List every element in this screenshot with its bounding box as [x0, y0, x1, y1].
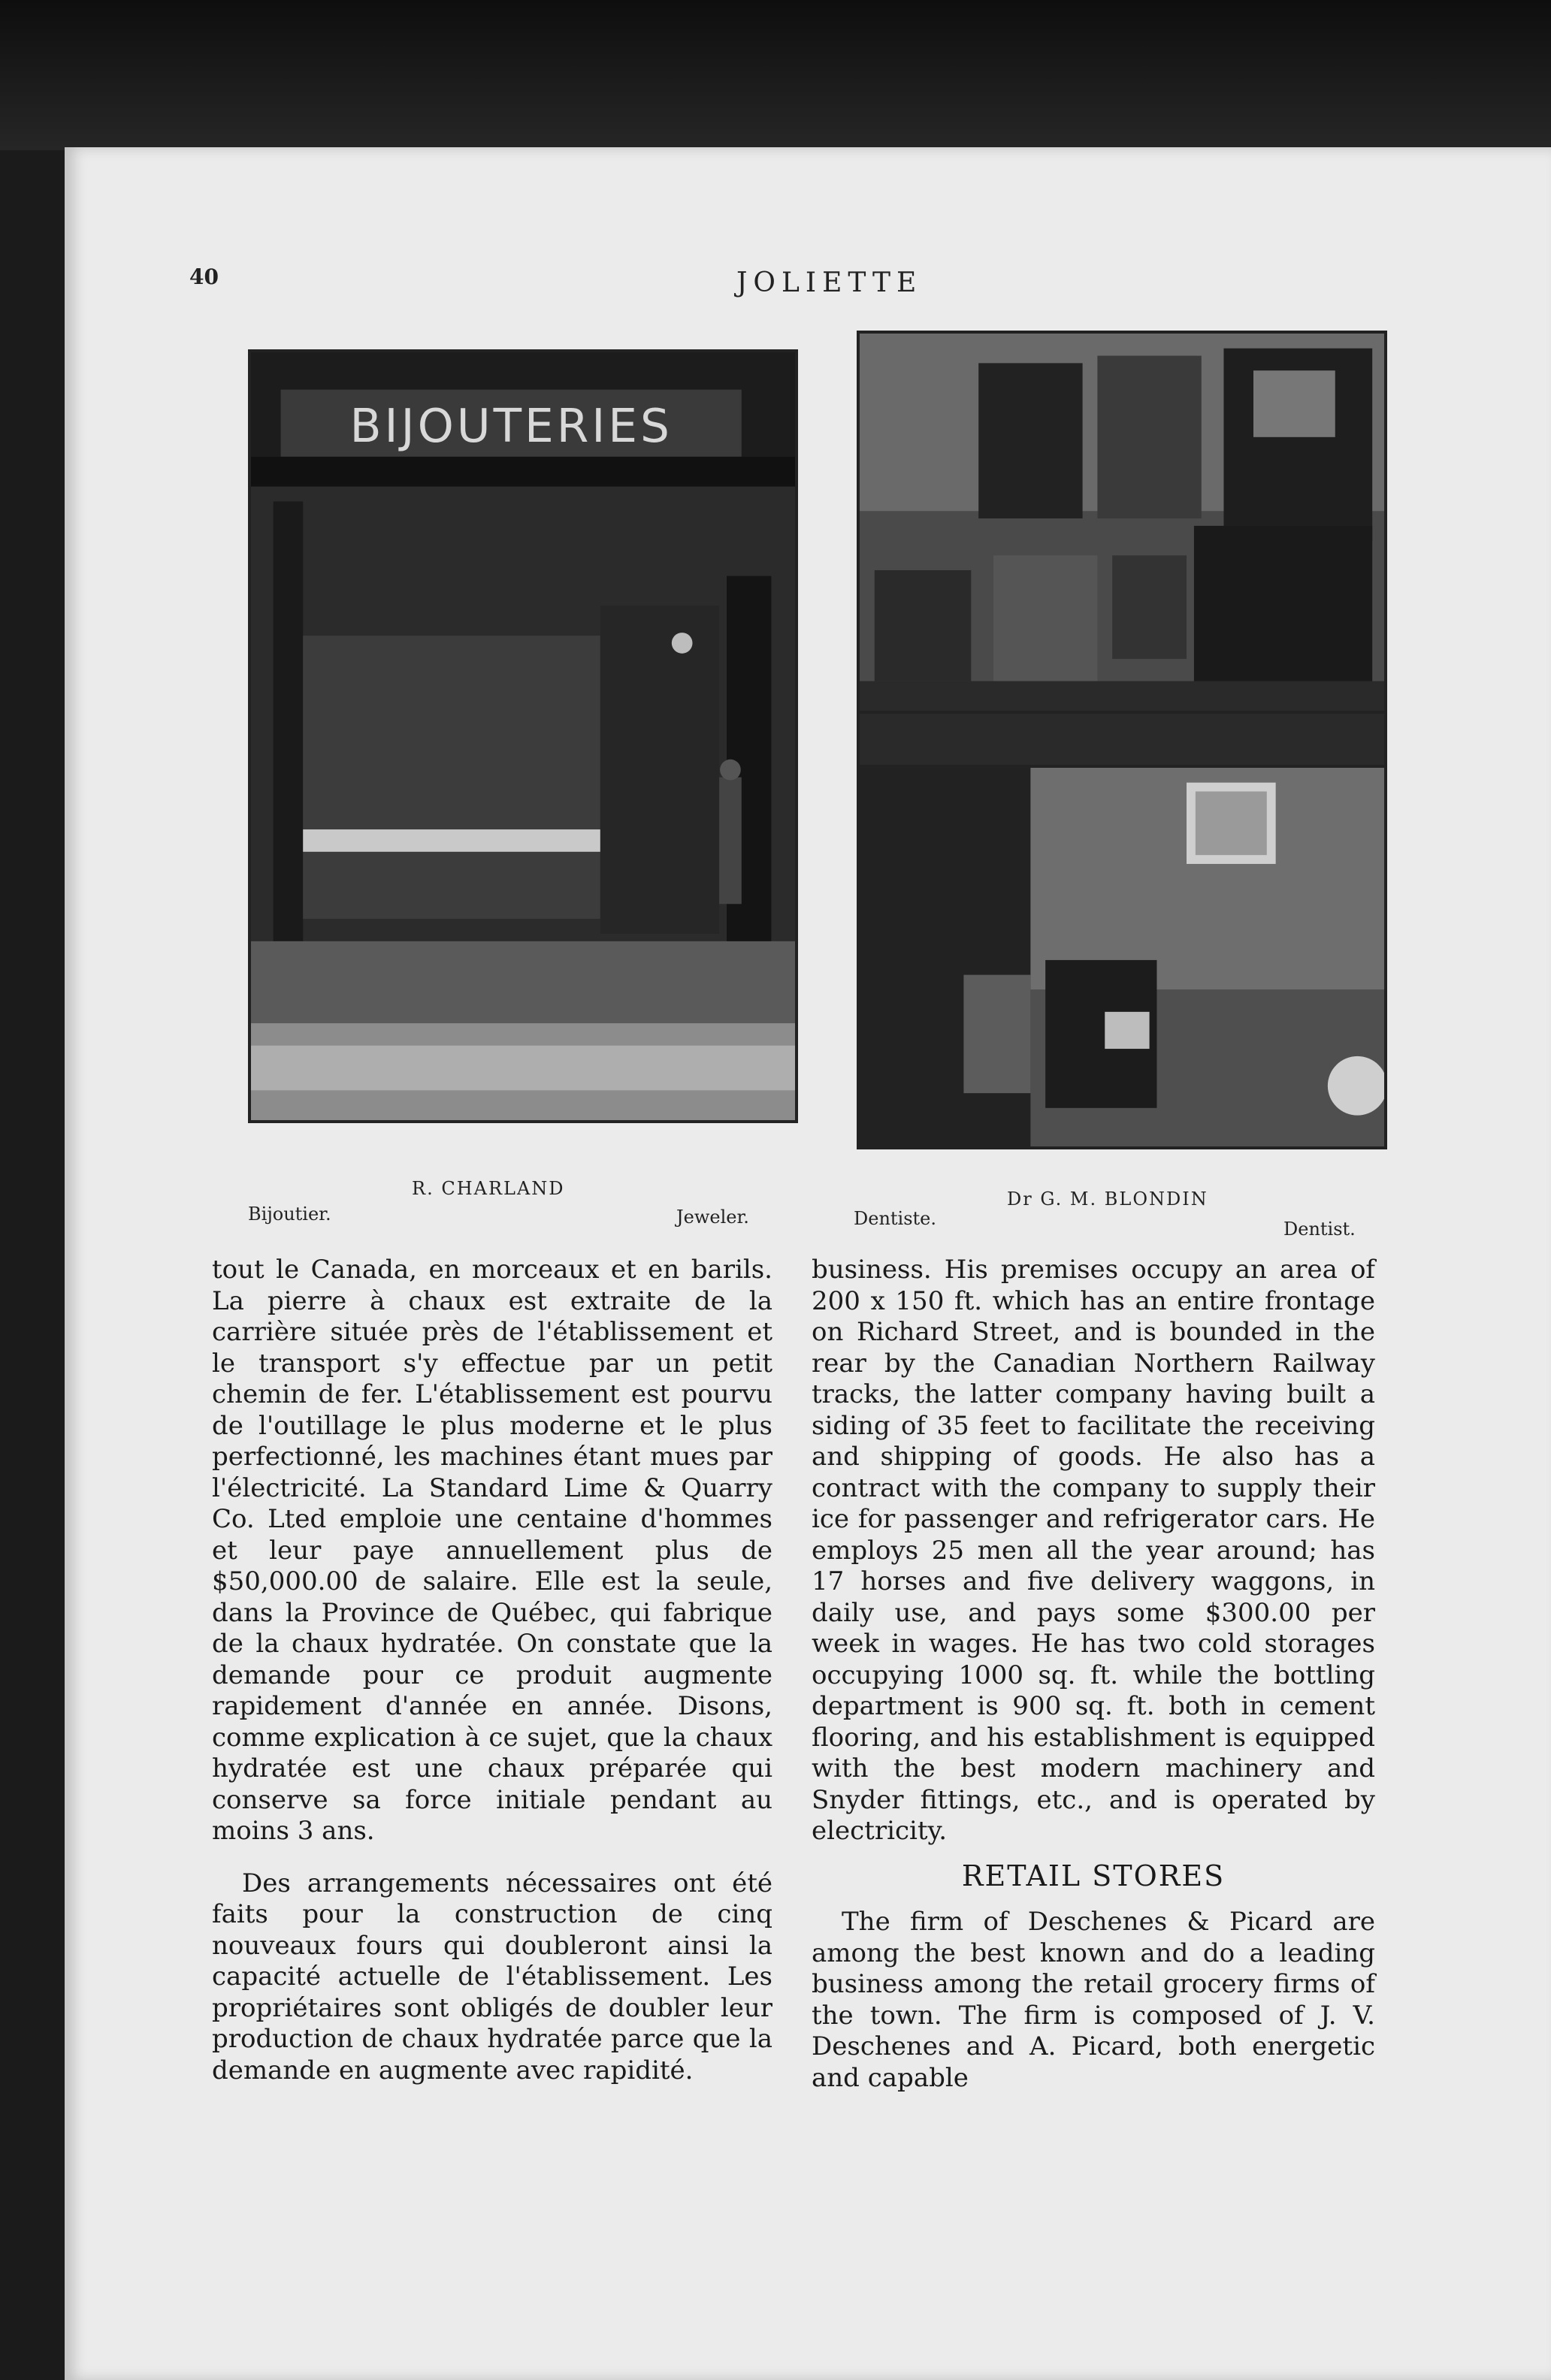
left-paragraph-2: Des arrangements nécessaires ont été faits pour la construction de cinq nouveaux fours qui doubleront ainsi la capacité actuelle de l'établissement. Les propriétaires sont obligés de doubler leur production de chaux hydratée parce que la demande en augmente avec rapidité.: [212, 1868, 772, 2086]
jeweler-caption-en: Jeweler.: [676, 1207, 749, 1228]
section-heading: RETAIL STORES: [961, 1859, 1226, 1892]
jeweler-storefront-photo: [248, 349, 798, 1123]
dentist-caption-en: Dentist.: [1283, 1219, 1356, 1240]
scan-background: [0, 0, 1551, 150]
left-paragraph-1: tout le Canada, en morceaux et en barils. La pierre à chaux est extraite de la carrière située près de l'établissement et le transport s'y effectue par un petit chemin de fer. L'établissement est pourvu de l'outillage le plus moderne et le plus perfectionné, les machines étant mues par l'électricité. La Standard Lime & Quarry Co. Lted emploie une centaine d'hommes et leur paye annuellement plus de $50,000.00 de salaire. Elle est la seule, dans la Province de Québec, qui fabrique de la chaux hydratée. On constate que la demande pour ce produit augmente rapidement d'année en année. Disons, comme explication à ce sujet, que la chaux hydratée est une chaux préparée qui conserve sa force initiale pendant au moins 3 ans.: [212, 1255, 772, 1846]
dentist-name-caption: Dr G. M. BLONDIN: [1007, 1188, 1208, 1210]
jeweler-caption-fr: Bijoutier.: [248, 1204, 331, 1225]
jeweler-name-caption: R. CHARLAND: [412, 1178, 565, 1199]
right-text-column: [812, 1255, 1375, 2094]
dentist-office-photo-bottom: [857, 765, 1387, 1149]
right-paragraph-1: business. His premises occupy an area of 200 x 150 ft. which has an entire frontage on Richard Street, and is bounded in the rear by the Canadian Northern Railway tracks, the latter company having built a siding of 35 feet to facilitate the receiving and shipping of goods. He also has a contract with the company to supply their ice for passenger and refrigerator cars. He employs 25 men all the year around; has 17 horses and five delivery waggons, in daily use, and pays some $300.00 per week in wages. He has two cold storages occupying 1000 sq. ft. while the bottling department is 900 sq. ft. both in cement flooring, and his establishment is equipped with the best modern machinery and Snyder fittings, etc., and is operated by electricity.: [812, 1255, 1375, 1846]
dentist-caption-fr: Dentiste.: [854, 1208, 937, 1229]
shop-sign-text: BIJOUTERIES: [349, 399, 673, 454]
right-paragraph-2: The firm of Deschenes & Picard are among the best known and do a leading business among the retail grocery firms of the town. The firm is composed of J. V. Deschenes and A. Picard, both energetic and capable: [812, 1907, 1375, 2093]
dentist-office-photo-top: [857, 331, 1387, 714]
decorative-frieze: [857, 711, 1387, 768]
left-text-column: [212, 1255, 772, 2086]
running-title: JOLIETTE: [736, 267, 923, 298]
page-number: 40: [189, 264, 219, 289]
